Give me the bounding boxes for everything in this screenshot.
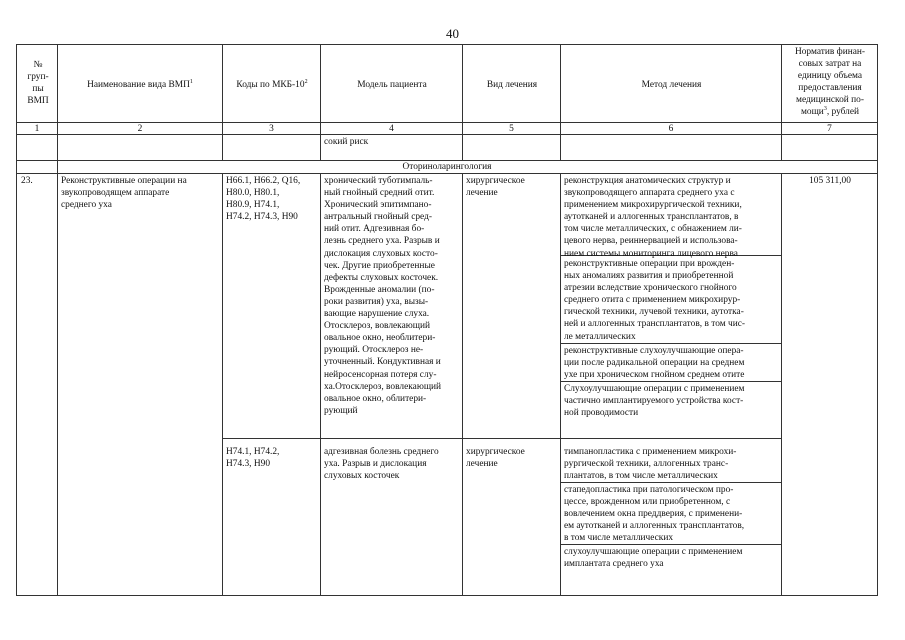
col-divider-5-top (560, 45, 561, 161)
group2-treatment-type: хирургическое лечение (466, 447, 525, 470)
group1-treatment-type: хирургическое лечение (466, 176, 525, 199)
column-number-6: 6 (668, 124, 674, 134)
column-number-3: 3 (269, 124, 274, 134)
col-divider-6-bottom (781, 173, 782, 596)
group1-patient-model: хронический туботимпаль- ный гнойный средний отит. Хронический эпитимпано- антральный гнойный сред- ний отит. Адгезивная бо- лезнь среднего уха. Разрыв и дислокация слуховых косто- чек. Другие приобретенные дефекты слуховых косточек. Врожденные аномалии (по- роки развития) уха, вызы- вающие нарушение слуха. Отосклероз, вовлекающий овальное окно, необлитери- рующий. Отосклероз не- уточненный. Кондуктивная и нейросенсорная потеря слу- ха.Отосклероз, вовлекающий овальное окно, облитери- рующий (324, 176, 442, 416)
col-divider-3-bottom (320, 173, 321, 596)
page-number: 40 (446, 26, 459, 41)
entry-vmp-name: Реконструктивные операции на звукопроводящем аппарате среднего уха (61, 176, 187, 211)
subgroup-divider-line (222, 438, 782, 439)
group2-icd-codes: H74.1, H74.2, H74.3, H90 (226, 447, 280, 470)
col-divider-4-top (462, 45, 463, 161)
group2-method-3: слухоулучшающие операции с применением имплантата среднего уха (564, 547, 743, 570)
col-divider-2-top (222, 45, 223, 161)
column-number-1: 1 (34, 124, 40, 134)
header-vmp-name: Наименование вида ВМП$^1$ (87, 78, 193, 90)
header-treatment-method: Метод лечения (641, 80, 702, 90)
section-bottom-line (17, 173, 877, 174)
column-number-7: 7 (827, 124, 832, 134)
header-patient-model: Модель пациента (357, 80, 427, 90)
group2-method-2: стапедопластика при патологическом про- цессе, врожденном или приобретенном, с вовлечением окна преддверия, с применени- ем аутотканей и аллогенных трансплантатов, в том числе металлических (564, 485, 745, 544)
header-treatment-type: Вид лечения (486, 80, 538, 90)
medical-care-table (16, 44, 878, 596)
group1-method-1: реконструкция анатомических структур и звукопроводящего аппарата среднего уха с применением микрохирургической техники, аутотканей и аллогенных трансплантатов, в том числе металлических, с обнажением ли- цевого нерва, реиннервацией и использова- нием системы мониторинга лицевого нерва (564, 176, 742, 259)
group1-method-2: реконструктивные операции при врожден- ных аномалиях развития и приобретенной атрезии вследствие хронического гнойного среднего отита с применением микрохирур- гической техники, лучевой техники, аутотка- ней и аллогенных трансплантатов, в том чис- ле металлических (564, 259, 745, 342)
group1-method-3: реконструктивные слухоулучшающие опера- ции после радикальной операции на среднем ухе при хроническом гнойном среднем отите (564, 346, 745, 381)
header-cost-norm: Норматив финан- совых затрат на единицу объема предоставления медицинской по- мощи$^3$, рублей (794, 47, 866, 117)
col-divider-6-top (781, 45, 782, 161)
carryover-text: сокий риск (324, 137, 369, 147)
col-divider-4-bottom (462, 173, 463, 596)
entry-cost: 105 311,00 (809, 176, 851, 186)
section-title: Оториноларингология (402, 162, 492, 172)
col-divider-3-top (320, 45, 321, 161)
col-divider-5-bottom (560, 173, 561, 596)
group1-method-4: Слухоулучшающие операции с применением частично имплантируемого устройства кост- ной проводимости (564, 384, 745, 419)
group1-icd-codes: H66.1, H66.2, Q16, H80.0, H80.1, H80.9, H74.1, H74.2, H74.3, H90 (226, 176, 301, 223)
col-divider-2-bottom (222, 173, 223, 596)
column-number-5: 5 (509, 124, 514, 134)
column-number-4: 4 (389, 124, 394, 134)
header-group-number: № груп- пы ВМП (27, 60, 49, 106)
column-number-2: 2 (137, 124, 143, 134)
group2-patient-model: адгезивная болезнь среднего уха. Разрыв и дислокация слуховых косточек (324, 447, 439, 482)
group2-method-1: тимпанопластика с применением микрохи- рургической техники, аллогенных транс- плантатов, в том числе металлических (564, 447, 737, 482)
method-divider-2 (560, 343, 782, 344)
header-icd-codes: Коды по МКБ-$10^2$ (236, 78, 308, 90)
entry-number: 23. (21, 176, 33, 186)
